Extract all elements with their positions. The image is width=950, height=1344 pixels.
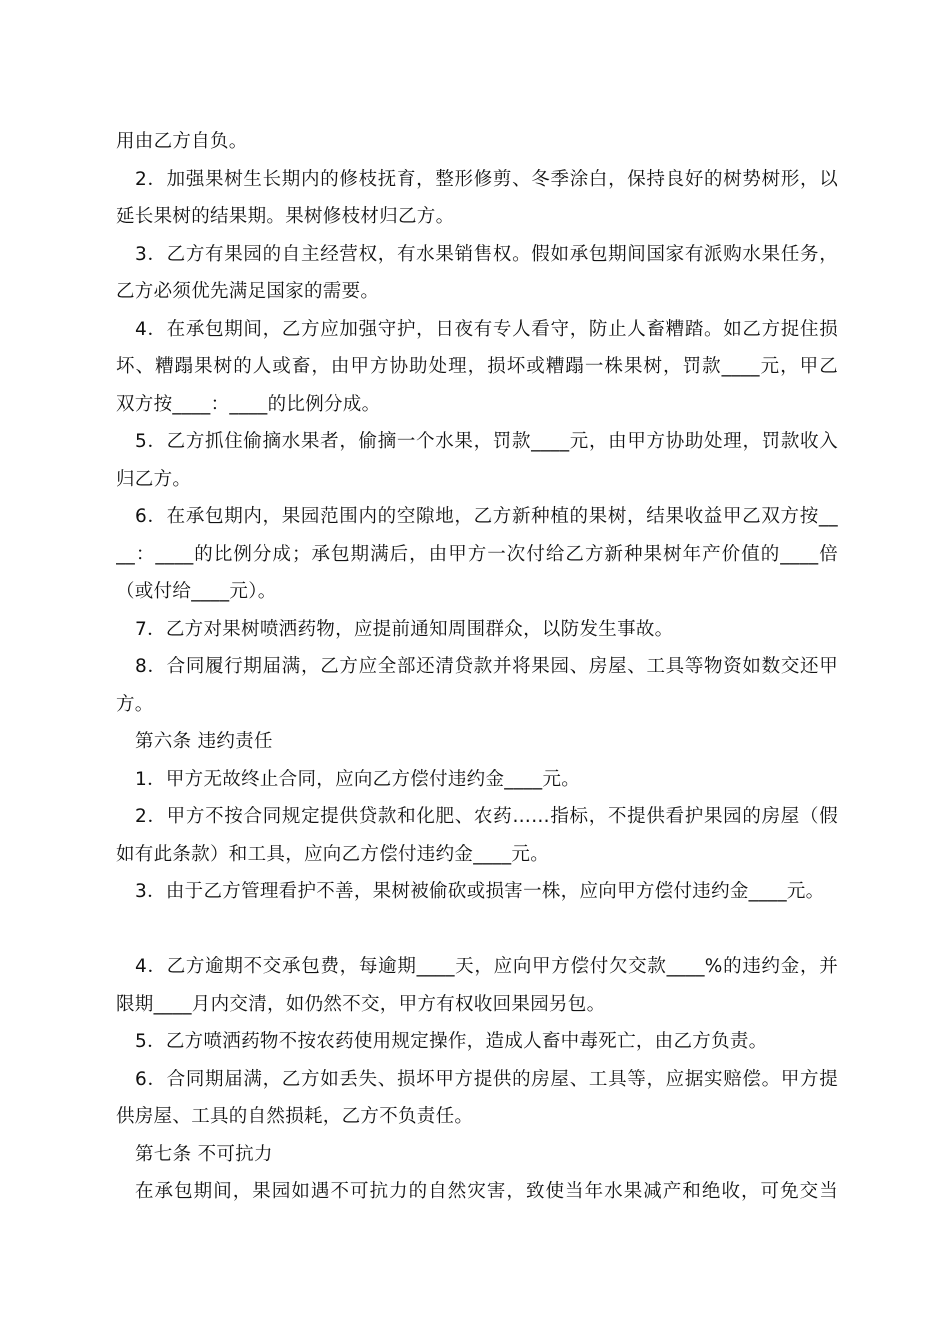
clause-line: 5．乙方抓住偷摘水果者，偷摘一个水果，罚款____元，由甲方协助处理，罚款收入 [135, 431, 838, 452]
text-line: 延长果树的结果期。果树修枝材归乙方。 [116, 206, 455, 227]
text-line: 乙方必须优先满足国家的需要。 [116, 281, 380, 302]
text-line: __：____的比例分成；承包期满后，由甲方一次付给乙方新种果树年产价值的____倍 [116, 543, 838, 565]
text-line: 方。 [116, 693, 154, 715]
clause-line: 6．合同期届满，乙方如丢失、损坏甲方提供的房屋、工具等，应据实赔偿。甲方提 [135, 1068, 838, 1090]
clause-line: 4．在承包期间，乙方应加强守护，日夜有专人看守，防止人畜糟踏。如乙方捉住损 [135, 318, 838, 340]
clause-line: 4．乙方逾期不交承包费，每逾期____天，应向甲方偿付欠交款____%的违约金，并 [135, 956, 838, 977]
clause-line: 2．甲方不按合同规定提供贷款和化肥、农药……指标，不提供看护果园的房屋（假 [135, 806, 838, 827]
clause-line: 3．乙方有果园的自主经营权，有水果销售权。假如承包期间国家有派购水果任务， [135, 243, 838, 265]
text-line: 如有此条款）和工具，应向乙方偿付违约金____元。 [116, 843, 550, 865]
text-line: 限期____月内交清，如仍然不交，甲方有权收回果园另包。 [116, 993, 606, 1015]
clause-line: 1．甲方无故终止合同，应向乙方偿付违约金____元。 [135, 768, 581, 790]
blank-line [116, 911, 838, 949]
text-line: 供房屋、工具的自然损耗，乙方不负责任。 [116, 1106, 474, 1127]
clause-line: 7．乙方对果树喷洒药物，应提前通知周围群众，以防发生事故。 [135, 618, 674, 640]
text-line: （或付给____元）。 [116, 581, 277, 602]
clause-line: 8．合同履行期届满，乙方应全部还清贷款并将果园、房屋、工具等物资如数交还甲 [135, 656, 838, 677]
clause-line: 2．加强果树生长期内的修枝抚育，整形修剪、冬季涂白，保持良好的树势树形，以 [135, 168, 838, 190]
clause-line: 5．乙方喷洒药物不按农药使用规定操作，造成人畜中毒死亡，由乙方负责。 [135, 1031, 768, 1052]
text-line: 用由乙方自负。 [116, 131, 248, 152]
clause-line: 6．在承包期内，果园范围内的空隙地，乙方新种植的果树，结果收益甲乙双方按__ [135, 506, 838, 527]
text-line: 双方按____：____的比例分成。 [116, 393, 381, 415]
section-heading: 第六条 违约责任 [135, 731, 273, 752]
clause-line: 3．由于乙方管理看护不善，果树被偷砍或损害一株，应向甲方偿付违约金____元。 [135, 881, 825, 902]
paragraph-line: 在承包期间，果园如遇不可抗力的自然灾害，致使当年水果减产和绝收，可免交当 [135, 1181, 838, 1202]
section-heading: 第七条 不可抗力 [135, 1143, 273, 1165]
text-line: 坏、糟蹋果树的人或畜，由甲方协助处理，损坏或糟蹋一株果树，罚款____元，甲乙 [116, 356, 838, 377]
text-line: 归乙方。 [116, 468, 192, 490]
contract-text [116, 123, 838, 1211]
